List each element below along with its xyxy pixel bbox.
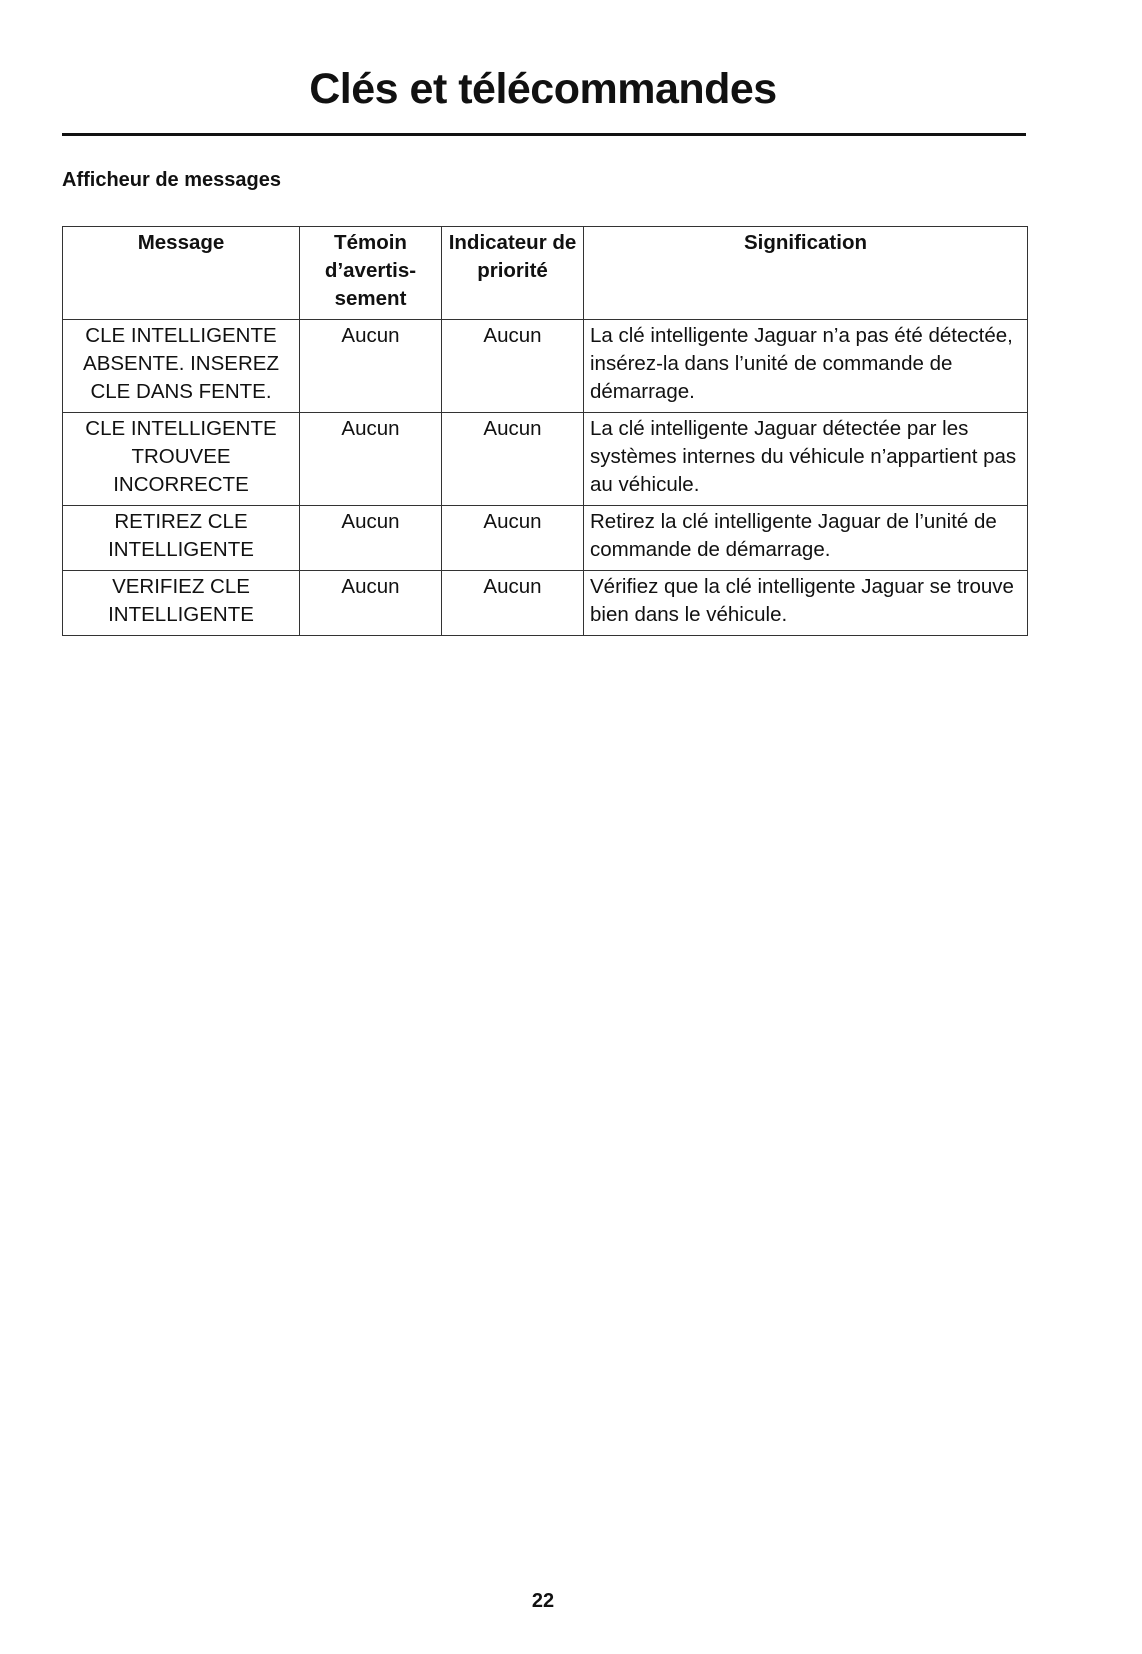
cell-indicateur: Aucun <box>442 506 584 571</box>
cell-signification: Retirez la clé intelligente Jaguar de l’unité de commande de démarrage. <box>584 506 1028 571</box>
cell-message: CLE INTELLIGENTE ABSENTE. INSEREZ CLE DANS FENTE. <box>63 320 300 413</box>
cell-message: RETIREZ CLE INTELLIGENTE <box>63 506 300 571</box>
cell-indicateur: Aucun <box>442 571 584 636</box>
table-row <box>63 506 1028 571</box>
header-signification: Signification <box>584 227 1028 320</box>
cell-temoin: Aucun <box>300 413 442 506</box>
cell-message: CLE INTELLIGENTE TROUVEE INCORRECTE <box>63 413 300 506</box>
cell-indicateur: Aucun <box>442 320 584 413</box>
section-heading: Afficheur de messages <box>62 169 281 191</box>
page-number: 22 <box>531 1590 555 1612</box>
page-title: Clés et télécommandes <box>309 65 777 113</box>
cell-signification: La clé intelligente Jaguar détectée par les systèmes internes du véhicule n’appartient pas au véhicule. <box>584 413 1028 506</box>
table-row <box>63 571 1028 636</box>
header-indicateur: Indicateur de priorité <box>442 227 584 320</box>
cell-temoin: Aucun <box>300 320 442 413</box>
cell-temoin: Aucun <box>300 506 442 571</box>
cell-indicateur: Aucun <box>442 413 584 506</box>
cell-message: VERIFIEZ CLE INTELLIGENTE <box>63 571 300 636</box>
table-header-row <box>63 227 1028 320</box>
cell-temoin: Aucun <box>300 571 442 636</box>
table-row <box>63 413 1028 506</box>
header-temoin: Témoin d’avertis-sement <box>300 227 442 320</box>
header-message: Message <box>63 227 300 320</box>
cell-signification: Vérifiez que la clé intelligente Jaguar se trouve bien dans le véhicule. <box>584 571 1028 636</box>
table-row <box>63 320 1028 413</box>
message-table <box>62 226 1028 636</box>
cell-signification: La clé intelligente Jaguar n’a pas été détectée, insérez-la dans l’unité de commande de démarrage. <box>584 320 1028 413</box>
title-divider <box>62 133 1026 136</box>
